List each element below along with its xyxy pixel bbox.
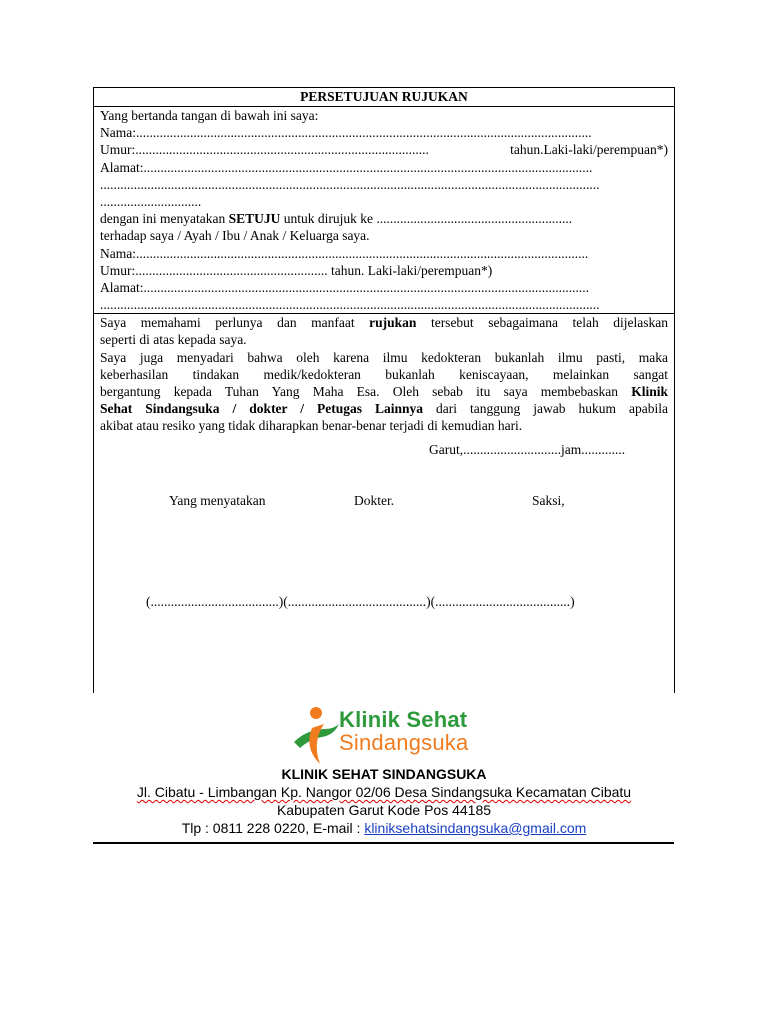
age-field-2[interactable]: Umur:......................................................... tahun. Laki-laki/perempuan*)	[100, 262, 493, 278]
address-field-1-cont2[interactable]: ..............................	[100, 193, 202, 209]
contact-email-link[interactable]: kliniksehatsindangsuka@gmail.com	[364, 820, 587, 836]
p2-l3-pre: bergantung kepada Tuhan Yang Maha Esa. Oleh sebab itu saya membebaskan	[100, 384, 632, 399]
paragraph-2-line-4	[100, 400, 668, 417]
p1-rujukan: rujukan	[369, 315, 417, 331]
age-field-1-suffix: tahun.Laki-laki/perempuan*)	[510, 142, 668, 158]
clinic-address-1	[0, 784, 768, 800]
clinic-address-2: Kabupaten Garut Kode Pos 44185	[276, 802, 492, 818]
logo-text-sindangsuka: Sindangsuka	[339, 730, 469, 755]
p2-klinik: Klinik	[631, 384, 668, 399]
paragraph-2-line-5: akibat atau resiko yang tidak diharapkan benar-benar terjadi di kemudian hari.	[100, 418, 523, 434]
consent-statement-post: untuk dirujuk ke ..........................................................	[280, 211, 573, 227]
form-body	[94, 107, 674, 435]
signer-label: Yang menyatakan	[169, 493, 266, 508]
consent-statement-pre: dengan ini menyatakan	[100, 211, 229, 227]
p1-pre: Saya memahami perlunya dan manfaat	[100, 315, 370, 331]
place-date-field[interactable]: Garut,.............................jam.............	[429, 442, 626, 457]
paragraph-2-line-1: Saya juga menyadari bahwa oleh karena ilmu kedokteran bukanlah ilmu pasti, maka	[100, 349, 668, 365]
witness-label: Saksi,	[532, 493, 565, 508]
doctor-label: Dokter.	[354, 493, 395, 508]
clinic-contact	[0, 820, 768, 836]
address-field-1[interactable]: Alamat:.....................................................................................................................................	[100, 159, 593, 175]
consent-setuju: SETUJU	[228, 211, 281, 227]
name-field-1[interactable]: Nama:.......................................................................................................................................	[100, 125, 592, 141]
contact-phone: Tlp : 0811 228 0220, E-mail :	[181, 820, 365, 836]
signature-blanks[interactable]: (......................................)(.........................................)(........................................)	[146, 594, 575, 609]
address-field-2-cont[interactable]: ....................................................................................................................................................	[100, 297, 600, 313]
footer-rule	[93, 842, 674, 844]
age-field-1-dots: Umur:.......................................................................................	[100, 142, 429, 158]
age-field-1[interactable]	[100, 141, 668, 158]
logo-text-klinik-sehat: Klinik Sehat	[339, 707, 468, 732]
intro-text: Yang bertanda tangan di bawah ini saya:	[100, 108, 319, 123]
form-title: PERSETUJUAN RUJUKAN	[94, 88, 674, 107]
relation-text: terhadap saya / Ayah / Ibu / Anak / Keluarga saya.	[100, 228, 370, 244]
clinic-name: KLINIK SEHAT SINDANGSUKA	[281, 766, 487, 782]
name-field-2[interactable]: Nama:......................................................................................................................................	[100, 245, 589, 261]
paragraph-2-line-2: keberhasilan tindakan medik/kedokteran bukanlah keniscayaan, melainkan sangat	[100, 366, 668, 382]
paragraph-1-line-2: seperti di atas kepada saya.	[100, 332, 247, 348]
address-field-2[interactable]: Alamat:....................................................................................................................................	[100, 279, 589, 295]
p2-l4-post: dari tanggung jawab hukum apabila	[423, 401, 668, 417]
consent-statement	[100, 210, 668, 227]
paragraph-2-line-3	[100, 383, 668, 400]
p1-post: tersebut sebagaimana telah dijelaskan	[416, 315, 668, 331]
address-1-text: Jl. Cibatu - Limbangan Kp. Nangor 02/06 Desa Sindangsuka Kecamatan Cibatu	[136, 784, 632, 800]
p2-clinic-name: Sehat Sindangsuka / dokter / Petugas Lainnya	[100, 401, 424, 417]
paragraph-1-line-1	[100, 314, 668, 331]
clinic-logo-icon	[290, 702, 342, 766]
consent-form-box	[93, 87, 675, 693]
address-field-1-cont[interactable]: ....................................................................................................................................................	[100, 176, 600, 192]
